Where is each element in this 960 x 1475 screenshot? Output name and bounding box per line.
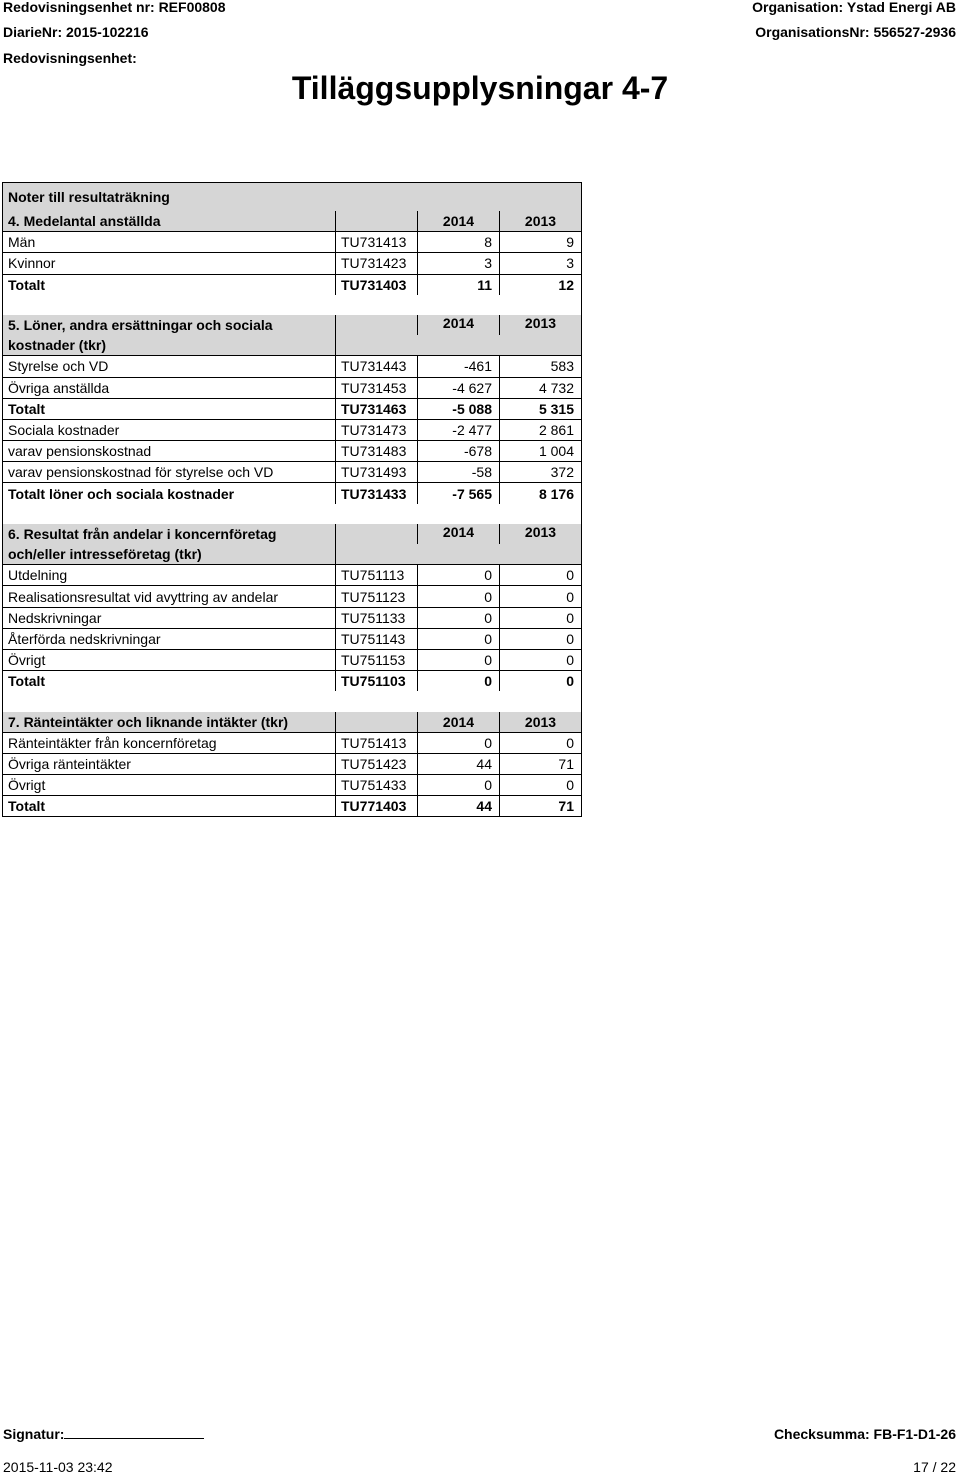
year-2013-header: 2013 bbox=[499, 524, 581, 544]
spacer-row bbox=[3, 691, 581, 711]
table-row bbox=[3, 795, 581, 816]
section-heading-row bbox=[3, 524, 581, 564]
value-2013: 0 bbox=[499, 586, 581, 606]
checksum: Checksumma: FB-F1-D1-26 bbox=[773, 1426, 956, 1442]
value-2014: 11 bbox=[417, 275, 499, 295]
row-code: TU751143 bbox=[335, 629, 417, 649]
row-code: TU751423 bbox=[335, 754, 417, 774]
row-code: TU751133 bbox=[335, 608, 417, 628]
year-2013-header: 2013 bbox=[499, 712, 581, 732]
value-2014: -4 627 bbox=[417, 378, 499, 398]
value-2013: 0 bbox=[499, 671, 581, 691]
table-row bbox=[3, 231, 581, 252]
table-row bbox=[3, 670, 581, 691]
diarie-number: DiarieNr: 2015-102216 bbox=[3, 24, 149, 40]
value-2014: 44 bbox=[417, 754, 499, 774]
row-label: Män bbox=[8, 234, 36, 251]
row-label: Realisationsresultat vid avyttring av andelar bbox=[8, 588, 279, 605]
table-row bbox=[3, 732, 581, 753]
row-code: TU751433 bbox=[335, 775, 417, 795]
value-2013: 0 bbox=[499, 565, 581, 585]
row-code: TU731463 bbox=[335, 399, 417, 419]
table-row bbox=[3, 628, 581, 649]
table-row bbox=[3, 607, 581, 628]
row-label: Övriga anställda bbox=[8, 379, 110, 396]
row-code: TU731493 bbox=[335, 462, 417, 482]
value-2014: 0 bbox=[417, 608, 499, 628]
row-label: Övriga ränteintäkter bbox=[8, 756, 131, 772]
value-2013: 0 bbox=[499, 608, 581, 628]
signature-label: Signatur: bbox=[3, 1426, 65, 1442]
row-label: Nedskrivningar bbox=[8, 609, 102, 626]
value-2013: 1 004 bbox=[499, 441, 581, 461]
code-column-header bbox=[335, 315, 417, 355]
row-code: TU731473 bbox=[335, 420, 417, 440]
value-2014: -678 bbox=[417, 441, 499, 461]
row-label: Utdelning bbox=[8, 567, 68, 584]
row-label: Övrigt bbox=[8, 652, 46, 669]
table-row bbox=[3, 440, 581, 461]
value-2014: -7 565 bbox=[417, 483, 499, 503]
value-2014: 0 bbox=[417, 775, 499, 795]
row-label: Totalt löner och sociala kostnader bbox=[8, 485, 235, 502]
section-heading-row bbox=[3, 315, 581, 355]
row-label: Sociala kostnader bbox=[8, 421, 120, 438]
value-2013: 0 bbox=[499, 733, 581, 753]
value-2014: 0 bbox=[417, 565, 499, 585]
value-2014: 8 bbox=[417, 232, 499, 252]
row-code: TU771403 bbox=[335, 796, 417, 816]
row-code: TU731403 bbox=[335, 275, 417, 295]
value-2013: 3 bbox=[499, 253, 581, 273]
value-2013: 583 bbox=[499, 356, 581, 376]
value-2013: 0 bbox=[499, 775, 581, 795]
value-2013: 71 bbox=[499, 754, 581, 774]
timestamp: 2015-11-03 23:42 bbox=[3, 1459, 113, 1475]
row-code: TU731453 bbox=[335, 378, 417, 398]
row-code: TU751153 bbox=[335, 650, 417, 670]
row-label: Totalt bbox=[8, 798, 46, 815]
row-label: Totalt bbox=[8, 276, 46, 293]
table-row bbox=[3, 564, 581, 585]
notes-heading: Noter till resultaträkning bbox=[3, 183, 581, 211]
section-heading: 6. Resultat från andelar i koncernföretag och/eller intresseföretag (tkr) bbox=[3, 524, 335, 564]
value-2014: -5 088 bbox=[417, 399, 499, 419]
value-2014: -461 bbox=[417, 356, 499, 376]
row-code: TU731413 bbox=[335, 232, 417, 252]
row-code: TU751413 bbox=[335, 733, 417, 753]
value-2013: 5 315 bbox=[499, 399, 581, 419]
table-row bbox=[3, 252, 581, 273]
table-row bbox=[3, 377, 581, 398]
year-2013-header: 2013 bbox=[499, 315, 581, 335]
table-row bbox=[3, 649, 581, 670]
table-row bbox=[3, 398, 581, 419]
spacer-row bbox=[3, 295, 581, 315]
code-column-header bbox=[335, 211, 417, 231]
table-row bbox=[3, 274, 581, 295]
table-row bbox=[3, 585, 581, 606]
row-label: Återförda nedskrivningar bbox=[8, 630, 161, 647]
value-2013: 9 bbox=[499, 232, 581, 252]
table-row bbox=[3, 774, 581, 795]
unit-number: Redovisningsenhet nr: REF00808 bbox=[3, 0, 226, 15]
notes-heading-row bbox=[3, 183, 581, 211]
organisation-name: Organisation: Ystad Energi AB bbox=[752, 0, 956, 15]
signature-line bbox=[64, 1426, 204, 1439]
page-number: 17 / 22 bbox=[913, 1459, 956, 1475]
value-2014: 3 bbox=[417, 253, 499, 273]
code-column-header bbox=[335, 524, 417, 564]
section-heading-row bbox=[3, 211, 581, 231]
notes-sections bbox=[3, 211, 581, 816]
value-2014: 0 bbox=[417, 650, 499, 670]
value-2013: 372 bbox=[499, 462, 581, 482]
year-2014-header: 2014 bbox=[417, 712, 499, 732]
row-code: TU751103 bbox=[335, 671, 417, 691]
value-2014: 0 bbox=[417, 733, 499, 753]
value-2014: -2 477 bbox=[417, 420, 499, 440]
section-heading: 5. Löner, andra ersättningar och sociala kostnader (tkr) bbox=[3, 315, 335, 355]
value-2014: 0 bbox=[417, 586, 499, 606]
row-label: Övrigt bbox=[8, 777, 46, 794]
row-label: varav pensionskostnad bbox=[8, 443, 152, 460]
unit-label: Redovisningsenhet: bbox=[3, 50, 137, 66]
value-2013: 8 176 bbox=[499, 483, 581, 503]
row-label: Totalt bbox=[8, 673, 46, 690]
signature bbox=[3, 1426, 204, 1442]
row-label: Totalt bbox=[8, 400, 46, 417]
row-code: TU731443 bbox=[335, 356, 417, 376]
row-code: TU731433 bbox=[335, 483, 417, 503]
section-heading-row bbox=[3, 712, 581, 732]
row-code: TU731423 bbox=[335, 253, 417, 273]
value-2013: 4 732 bbox=[499, 378, 581, 398]
row-label: Kvinnor bbox=[8, 255, 56, 272]
value-2013: 0 bbox=[499, 650, 581, 670]
row-label: Ränteintäkter från koncernföretag bbox=[8, 734, 217, 751]
value-2013: 12 bbox=[499, 275, 581, 295]
value-2013: 71 bbox=[499, 796, 581, 816]
value-2014: 0 bbox=[417, 629, 499, 649]
row-code: TU751113 bbox=[335, 565, 417, 585]
section-heading: 4. Medelantal anställda bbox=[3, 211, 335, 231]
spacer-row bbox=[3, 504, 581, 524]
table-row bbox=[3, 461, 581, 482]
year-2014-header: 2014 bbox=[417, 524, 499, 544]
table-row bbox=[3, 355, 581, 376]
section-heading: 7. Ränteintäkter och liknande intäkter (tkr) bbox=[3, 712, 335, 732]
value-2013: 0 bbox=[499, 629, 581, 649]
notes-table bbox=[2, 182, 582, 817]
value-2014: -58 bbox=[417, 462, 499, 482]
table-row bbox=[3, 482, 581, 503]
table-row bbox=[3, 419, 581, 440]
row-label: Styrelse och VD bbox=[8, 358, 109, 375]
row-code: TU751123 bbox=[335, 586, 417, 606]
value-2014: 44 bbox=[417, 796, 499, 816]
year-2013-header: 2013 bbox=[499, 211, 581, 231]
page-title: Tilläggsupplysningar 4-7 bbox=[291, 70, 669, 106]
table-row bbox=[3, 753, 581, 774]
value-2013: 2 861 bbox=[499, 420, 581, 440]
row-label: varav pensionskostnad för styrelse och VD bbox=[8, 464, 274, 481]
value-2014: 0 bbox=[417, 671, 499, 691]
year-2014-header: 2014 bbox=[417, 211, 499, 231]
organisation-number: OrganisationsNr: 556527-2936 bbox=[755, 24, 956, 40]
row-code: TU731483 bbox=[335, 441, 417, 461]
code-column-header bbox=[335, 712, 417, 732]
year-2014-header: 2014 bbox=[417, 315, 499, 335]
